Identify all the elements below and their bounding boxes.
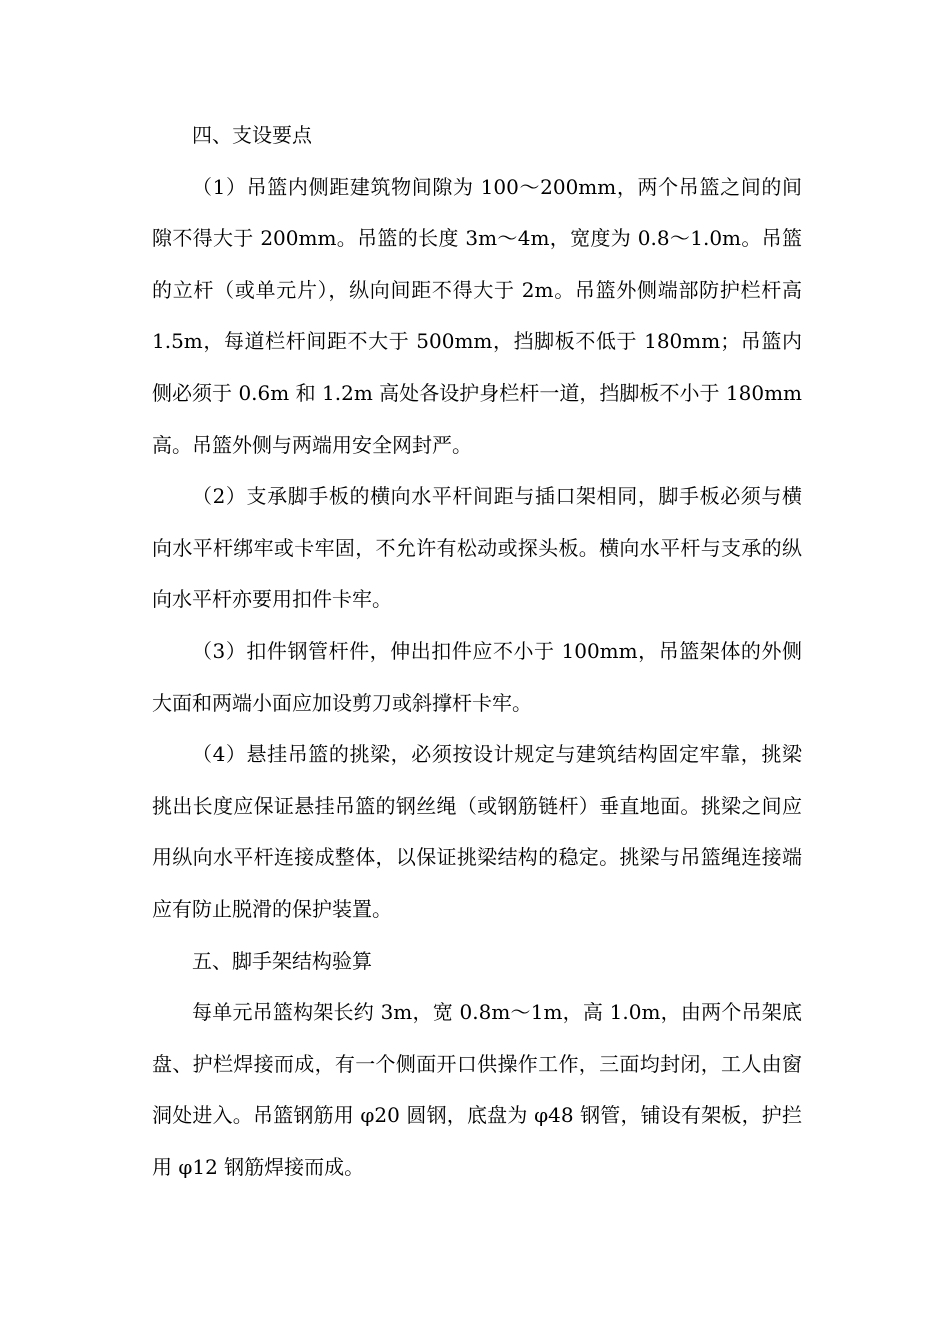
document-body — [152, 110, 802, 1193]
paragraph-item-2: （2）支承脚手板的横向水平杆间距与插口架相同，脚手板必须与横向水平杆绑牢或卡牢固，不允许有松动或探头板。横向水平杆与支承的纵向水平杆亦要用扣件卡牢。 — [152, 484, 802, 612]
paragraph-structure-description: 每单元吊篮构架长约 3m，宽 0.8m～1m，高 1.0m，由两个吊架底盘、护栏焊接而成，有一个侧面开口供操作工作，三面均封闭，工人由窗洞处进入。吊篮钢筋用 φ20 圆钢，底盘为 φ48 钢管，铺设有架板，护拦用 φ12 钢筋焊接而成。 — [152, 1000, 802, 1179]
paragraph-item-4: （4）悬挂吊篮的挑梁，必须按设计规定与建筑结构固定牢靠，挑梁挑出长度应保证悬挂吊篮的钢丝绳（或钢筋链杆）垂直地面。挑梁之间应用纵向水平杆连接成整体，以保证挑梁结构的稳定。挑梁与吊篮绳连接端应有防止脱滑的保护装置。 — [152, 742, 802, 921]
paragraph-item-3: （3）扣件钢管杆件，伸出扣件应不小于 100mm，吊篮架体的外侧大面和两端小面应加设剪刀或斜撑杆卡牢。 — [152, 638, 802, 715]
section-heading-support-points: 四、支设要点 — [192, 123, 312, 147]
section-heading-structure-check: 五、脚手架结构验算 — [192, 948, 372, 973]
paragraph-item-1: （1）吊篮内侧距建筑物间隙为 100～200mm，两个吊篮之间的间隙不得大于 200mm。吊篮的长度 3m～4m，宽度为 0.8～1.0m。吊篮的立杆（或单元片），纵向间距不得大于 2m。吊篮外侧端部防护栏杆高 1.5m，每道栏杆间距不大于 500mm，挡脚板不低于 180mm；吊篮内侧必须于 0.6m 和 1.2m 高处各设护身栏杆一道，挡脚板不小于 180mm 高。吊篮外侧与两端用安全网封严。 — [152, 174, 802, 457]
